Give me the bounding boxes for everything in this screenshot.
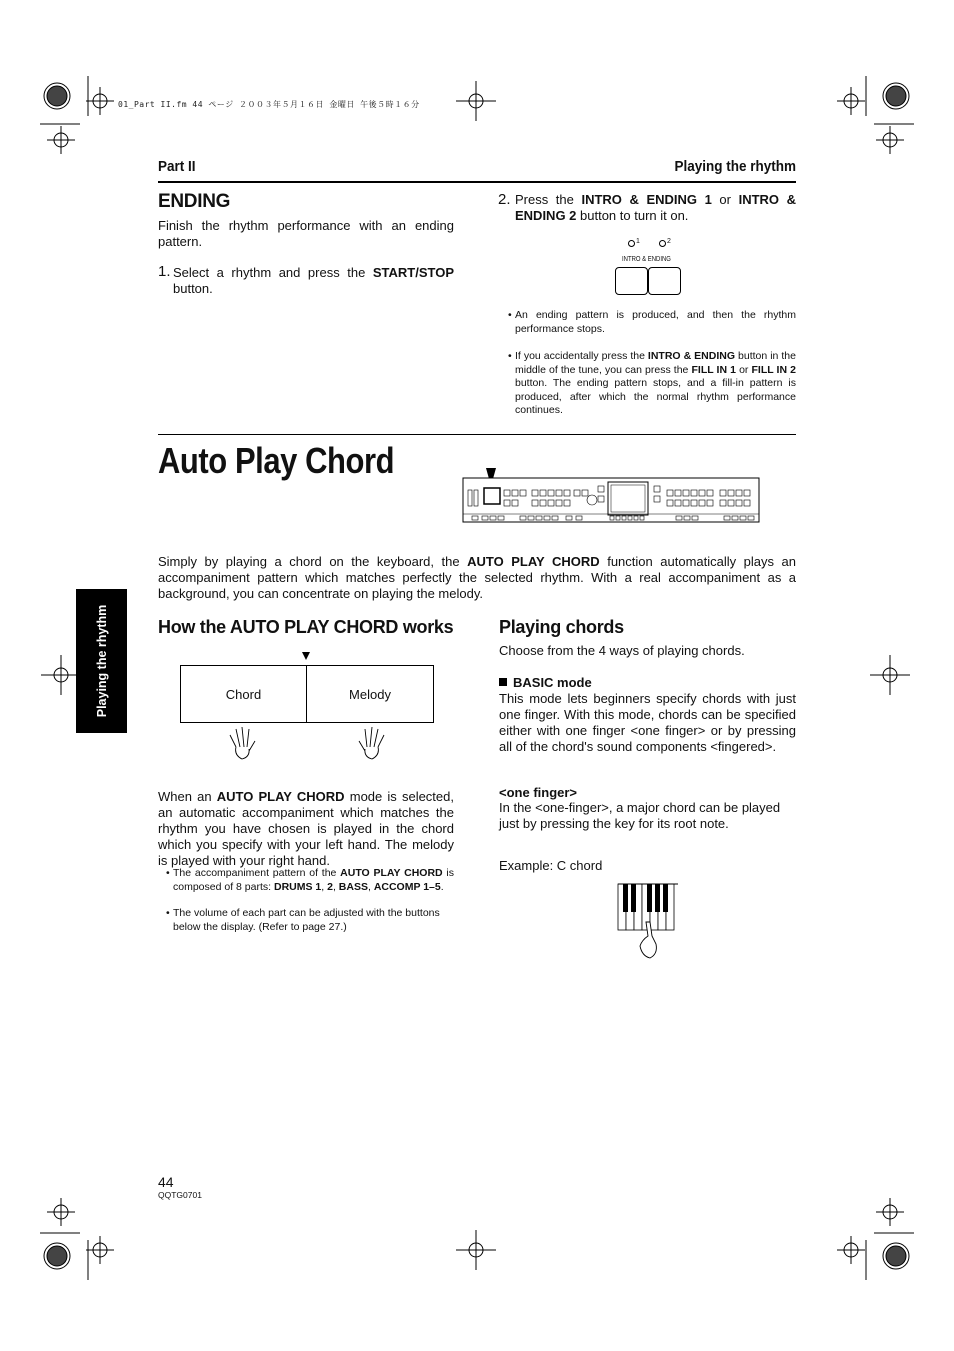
ending-step1 — [158, 263, 454, 297]
step1-number: 1. — [158, 263, 171, 280]
led-2-label: 2 — [667, 238, 671, 245]
intro-ending-label: INTRO & ENDING — [622, 256, 671, 263]
how-text-a: When an — [158, 789, 217, 804]
b1-c: is composed of 8 parts: — [173, 867, 455, 893]
intro-ending-1-button — [615, 267, 648, 295]
how-heading: How the AUTO PLAY CHORD works — [158, 617, 454, 637]
note1-text: An ending pattern is produced, and then the rhythm performance stops. — [515, 309, 796, 335]
split-point-marker — [302, 652, 310, 660]
bullet: • — [166, 867, 170, 879]
step2-number: 2. — [498, 191, 511, 208]
bullet: • — [166, 907, 170, 919]
note2-text-a: If you accidentally press the — [515, 350, 648, 362]
note2-bold-f: FILL IN 2 — [751, 363, 796, 376]
b1-e: , — [321, 880, 328, 893]
how-bullet-2 — [166, 907, 454, 934]
how-text-c: mode is selected, an automatic accompaniment which matches the rhythm you have chosen is played in the chord which you specify with your left hand. The melody is played with your right hand. — [158, 789, 454, 868]
step2-or: or — [711, 192, 739, 207]
square-bullet-icon — [499, 678, 507, 686]
b1-k: . — [440, 880, 444, 893]
step2-bold-2: INTRO & ENDING 2 — [515, 192, 796, 223]
auto-play-intro — [158, 554, 796, 602]
how-bold: AUTO PLAY CHORD — [216, 789, 345, 804]
section-divider — [158, 434, 796, 435]
playing-intro: Choose from the 4 ways of playing chords. — [499, 643, 745, 658]
playing-heading: Playing chords — [499, 617, 624, 637]
step1-text-end: button. — [173, 281, 213, 296]
step2-bold-1: INTRO & ENDING 1 — [581, 192, 712, 207]
led-2-icon — [659, 240, 666, 247]
step2-text: Press the — [515, 192, 582, 207]
ending-note-1 — [508, 309, 796, 336]
intro-bold: AUTO PLAY CHORD — [467, 554, 600, 569]
basic-mode-heading: BASIC mode — [513, 675, 592, 690]
note2-text-e: or — [735, 363, 752, 376]
b1-a: The accompaniment pattern of the — [173, 867, 341, 879]
b1-i: , — [367, 880, 374, 893]
header-section-wrap — [661, 158, 796, 176]
b1-h: BASS — [338, 880, 368, 893]
step2-text-end: button to turn it on. — [576, 208, 689, 223]
left-hand-icon — [222, 725, 262, 761]
header-section: Playing the rhythm — [674, 158, 796, 175]
led-1-icon — [628, 240, 635, 247]
bullet: • — [508, 350, 512, 362]
melody-zone: Melody — [349, 686, 391, 702]
b1-f: 2 — [327, 880, 333, 893]
side-tab-label: Playing the rhythm — [94, 604, 109, 718]
auto-play-title: Auto Play Chord — [158, 440, 395, 481]
how-bullet-1 — [166, 867, 454, 894]
keyboard-c-chord-icon — [612, 882, 682, 962]
b2-text: The volume of each part can be adjusted with the buttons below the display. (Refer to page 27.) — [173, 907, 440, 933]
how-paragraph — [158, 789, 454, 869]
side-tab — [76, 589, 127, 733]
intro-ending-2-button — [648, 267, 681, 295]
basic-mode-text: This mode lets beginners specify chords with just one finger. With this mode, chords can be specified either with one finger <one finger> or by pressing all of the chord's sound components <fingered>. — [499, 691, 796, 754]
example-label: Example: C chord — [499, 858, 603, 873]
control-panel-diagram — [462, 466, 762, 524]
doc-code: QQTG0701 — [158, 1190, 202, 1200]
note2-text-g: button. The ending pattern stops, and a fill-in pattern is produced, after which the normal rhythm performance continues. — [515, 377, 796, 416]
b1-b: AUTO PLAY CHORD — [340, 867, 443, 879]
step1-bold: START/STOP — [372, 265, 454, 280]
note2-text-c: button in the middle of the tune, you can press the — [515, 350, 796, 376]
page-number: 44 — [158, 1174, 174, 1190]
led-1-label: 1 — [636, 238, 640, 245]
b1-d: DRUMS 1 — [273, 880, 322, 893]
ending-intro: Finish the rhythm performance with an ending pattern. — [158, 218, 454, 249]
ending-note-2 — [508, 350, 796, 418]
step1-text: Select a rhythm and press the — [173, 265, 373, 280]
one-finger-heading: <one finger> — [499, 785, 578, 800]
ending-heading: ENDING — [158, 191, 231, 212]
right-hand-icon — [352, 725, 392, 761]
header-part: Part II — [158, 158, 196, 175]
b1-j: ACCOMP 1–5 — [373, 880, 441, 893]
chord-zone: Chord — [181, 666, 307, 722]
note2-bold-b: INTRO & ENDING — [647, 350, 736, 362]
basic-mode-heading-wrap — [499, 675, 592, 690]
file-header: 01_Part II.fm 44 ページ ２００３年５月１６日 金曜日 午後５時１６分 — [118, 100, 420, 109]
bullet: • — [508, 309, 512, 321]
keyboard-split-diagram — [180, 665, 434, 723]
one-finger-text: In the <one-finger>, a major chord can be played just by pressing the key for its root note. — [499, 800, 781, 831]
ending-step2 — [498, 191, 796, 224]
note2-bold-d: FILL IN 1 — [691, 363, 736, 376]
b1-g: , — [332, 880, 339, 893]
header-rule — [158, 181, 796, 183]
intro-text-a: Simply by playing a chord on the keyboard, the — [158, 554, 468, 569]
intro-text-c: function automatically plays an accompaniment pattern which matches perfectly the selected rhythm. With a real accompaniment as a background, you can concentrate on playing the melody. — [158, 554, 797, 601]
intro-ending-buttons — [612, 237, 684, 297]
